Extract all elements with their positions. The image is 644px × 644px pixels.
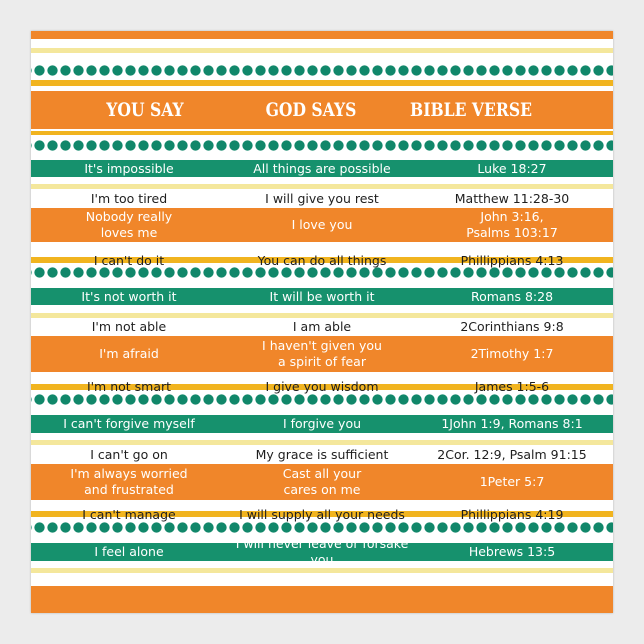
- you-say-cell: I'm afraid: [99, 346, 159, 361]
- god-says-cell: I love you: [291, 217, 353, 232]
- stripe: [31, 80, 613, 86]
- verse-cell: 2Timothy 1:7: [470, 346, 554, 361]
- god-says-cell: All things are possible: [253, 160, 391, 176]
- header-god-says: GOD SAYS: [265, 99, 357, 121]
- verse-cell: James 1:5-6: [474, 378, 550, 394]
- table-row: [31, 189, 613, 208]
- table-row: [31, 378, 613, 395]
- column-headers: [31, 92, 613, 128]
- table-row: [31, 445, 613, 464]
- god-says-cell: I am able: [292, 319, 352, 334]
- you-say-cell: I'm always worried and frustrated: [70, 466, 188, 497]
- god-says-cell: I haven't given you a spirit of fear: [262, 338, 382, 369]
- you-say-cell: It's not worth it: [81, 288, 177, 304]
- verse-cell: Romans 8:28: [470, 288, 554, 304]
- you-say-cell: It's impossible: [84, 160, 174, 176]
- verse-cell: 1John 1:9, Romans 8:1: [441, 416, 583, 431]
- table-row: [31, 288, 613, 305]
- verse-cell: Matthew 11:28-30: [454, 190, 570, 206]
- dot-row: [31, 64, 613, 77]
- table-row: [31, 464, 613, 500]
- table-row: [31, 252, 613, 269]
- god-says-cell: My grace is sufficient: [255, 446, 389, 462]
- table-row: [31, 415, 613, 433]
- you-say-cell: I can't do it: [93, 252, 165, 268]
- stripe: [31, 48, 613, 53]
- you-say-cell: I'm not able: [91, 319, 167, 334]
- verse-cell: 2Corinthians 9:8: [460, 319, 564, 334]
- header-bible-verse: BIBLE VERSE: [410, 99, 532, 121]
- table-row: [31, 160, 613, 177]
- god-says-cell: I forgive you: [282, 416, 362, 431]
- stripe: [31, 586, 613, 613]
- god-says-cell: I will give you rest: [265, 190, 379, 206]
- stripe: [31, 568, 613, 573]
- verse-cell: Phillippians 4:13: [460, 252, 564, 268]
- poster: [31, 31, 613, 613]
- you-say-cell: Nobody really loves me: [85, 209, 173, 240]
- god-says-cell: I will supply all your needs: [239, 506, 405, 522]
- you-say-cell: I can't manage: [82, 506, 176, 522]
- verse-cell: 1Peter 5:7: [479, 474, 545, 489]
- god-says-cell: It will be worth it: [269, 288, 375, 304]
- god-says-cell: I will never leave or forsake you: [235, 536, 409, 567]
- header-you-say: YOU SAY: [106, 99, 184, 121]
- stripe: [31, 131, 613, 135]
- table-row: [31, 318, 613, 336]
- stripe: [31, 31, 613, 39]
- table-row: [31, 336, 613, 372]
- dot-row: [31, 139, 613, 152]
- verse-cell: 2Cor. 12:9, Psalm 91:15: [437, 446, 587, 462]
- god-says-cell: I give you wisdom: [265, 378, 379, 394]
- table-row: [31, 536, 613, 567]
- god-says-cell: You can do all things: [257, 252, 387, 268]
- verse-cell: Luke 18:27: [477, 160, 547, 176]
- god-says-cell: Cast all your cares on me: [282, 466, 362, 497]
- table-row: [31, 506, 613, 523]
- you-say-cell: I'm not smart: [86, 378, 172, 394]
- verse-cell: Phillippians 4:19: [460, 506, 564, 522]
- table-row: [31, 208, 613, 242]
- verse-cell: John 3:16, Psalms 103:17: [466, 209, 558, 240]
- you-say-cell: I feel alone: [94, 544, 164, 559]
- verse-cell: Hebrews 13:5: [468, 544, 556, 559]
- you-say-cell: I can't go on: [90, 446, 168, 462]
- you-say-cell: I can't forgive myself: [63, 416, 195, 431]
- you-say-cell: I'm too tired: [90, 190, 168, 206]
